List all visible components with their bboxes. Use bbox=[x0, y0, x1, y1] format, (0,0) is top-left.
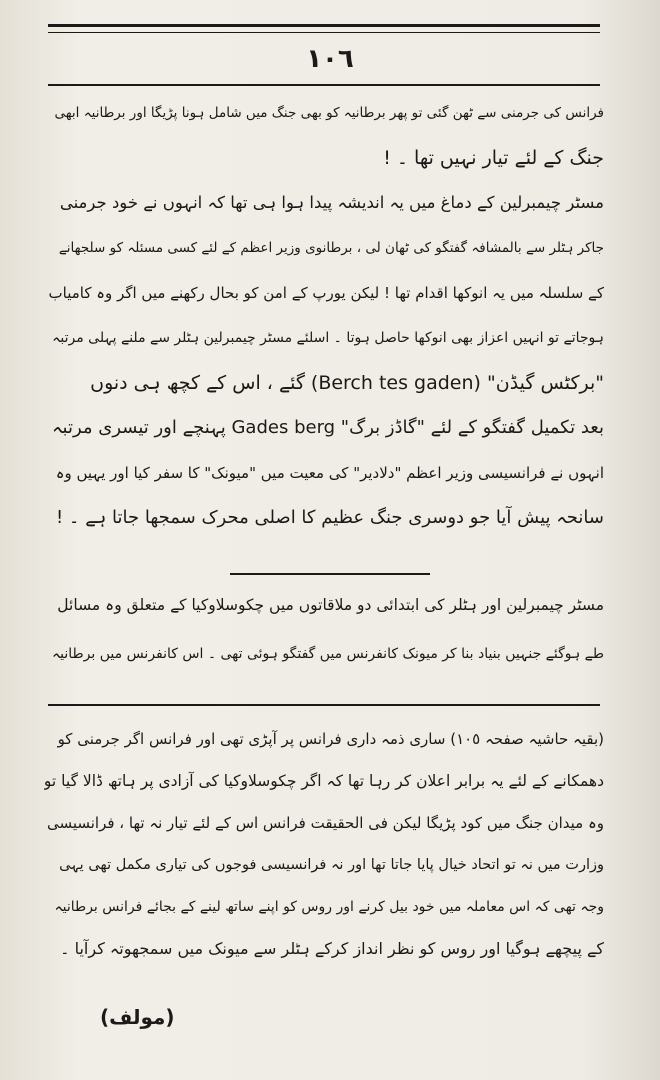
main-text-line: جنگ کے لئے تیار نہیں تھا ۔ ! bbox=[383, 147, 604, 169]
page-number: ١٠٦ bbox=[306, 44, 354, 74]
main-text-line: انہوں نے فرانسیسی وزیر اعظم "دلادیر" کی معیت میں "میونک" کا سفر کیا اور یہیں وہ bbox=[55, 464, 604, 482]
mid-text-line: طے ہوگئے جنہیں بنیاد بنا کر میونک کانفرنس میں گفتگو ہوئی تھی ۔ اس کانفرنس میں برطانیہ bbox=[51, 646, 604, 662]
mid-text-line: مسٹر چیمبرلین اور ہٹلر کی ابتدائی دو ملاقاتوں میں چکوسلاوکیا کے متعلق وہ مسائل bbox=[57, 596, 604, 614]
section-divider bbox=[230, 573, 430, 575]
top-rule-thin bbox=[48, 32, 600, 33]
footnote-line: کے پیچھے ہوگیا اور روس کو نظر انداز کرکے ہٹلر سے میونک میں سمجھوتہ کرآیا ۔ bbox=[60, 939, 604, 958]
main-text-line: سانحہ پیش آیا جو دوسری جنگ عظیم کا اصلی محرک سمجھا جاتا ہے ۔ ! bbox=[55, 507, 604, 528]
main-text-line: بعد تکمیل گفتگو کے لئے "گاڈز برگ" Gades berg پہنچے اور تیسری مرتبہ bbox=[51, 417, 604, 438]
top-rule-thick bbox=[48, 24, 600, 27]
main-text-line: جاکر ہٹلر سے بالمشافہ گفتگو کی ٹھان لی ، برطانوی وزیر اعظم کے لئے کسی مسئلہ کو سلجھانے bbox=[58, 240, 604, 256]
footnote-line: وجہ تھی کہ اس معاملہ میں خود بیل کرنے اور روس کو اپنے ساتھ لینے کے بجائے فرانس برطانیہ bbox=[54, 899, 604, 915]
header-rule bbox=[48, 84, 600, 86]
footnote-line: (بقیہ حاشیہ صفحہ ١٠٥) ساری ذمہ داری فرانس پر آپڑی تھی اور فرانس اگر جرمنی کو bbox=[57, 730, 604, 748]
main-text-line: مسٹر چیمبرلین کے دماغ میں یہ اندیشہ پیدا ہوا ہی تھا کہ انہوں نے خود جرمنی bbox=[59, 193, 604, 212]
footnote-line: دھمکانے کے لئے یہ برابر اعلان کر رہا تھا کہ اگر چکوسلاوکیا کی آزادی پر ہاتھ ڈالا گیا تو bbox=[44, 772, 604, 790]
footnote-line: وہ میدان جنگ میں کود پڑیگا لیکن فی الحقیقت فرانس اس کے لئے تیار نہ تھا ، فرانسیسی bbox=[46, 814, 604, 832]
main-text-line: فرانس کی جرمنی سے ٹھن گئی تو پھر برطانیہ کو بھی جنگ میں شامل ہونا پڑیگا اور برطانیہ ابھی bbox=[54, 105, 604, 121]
main-text-line: ہوجاتے تو انہیں اعزاز بھی انوکھا حاصل ہوتا ۔ اسلئے مسٹر چیمبرلین ہٹلر سے ملنے پہلی مرتبہ bbox=[52, 330, 604, 346]
author-signature: (مولف) bbox=[100, 1005, 175, 1029]
footnote-line: وزارت میں نہ تو اتحاد خیال پایا جاتا تھا اور نہ فرانسیسی فوجوں کی تیاری مکمل تھی یہی bbox=[59, 857, 604, 873]
footnote-rule bbox=[48, 704, 600, 706]
main-text-line: "برکٹس گیڈن" (Berch tes gaden) گئے ، اس کے کچھ ہی دنوں bbox=[90, 372, 604, 394]
main-text-line: کے سلسلہ میں یہ انوکھا اقدام تھا ! لیکن یورپ کے امن کو بحال رکھنے میں اگر وہ کامیاب bbox=[48, 284, 604, 302]
